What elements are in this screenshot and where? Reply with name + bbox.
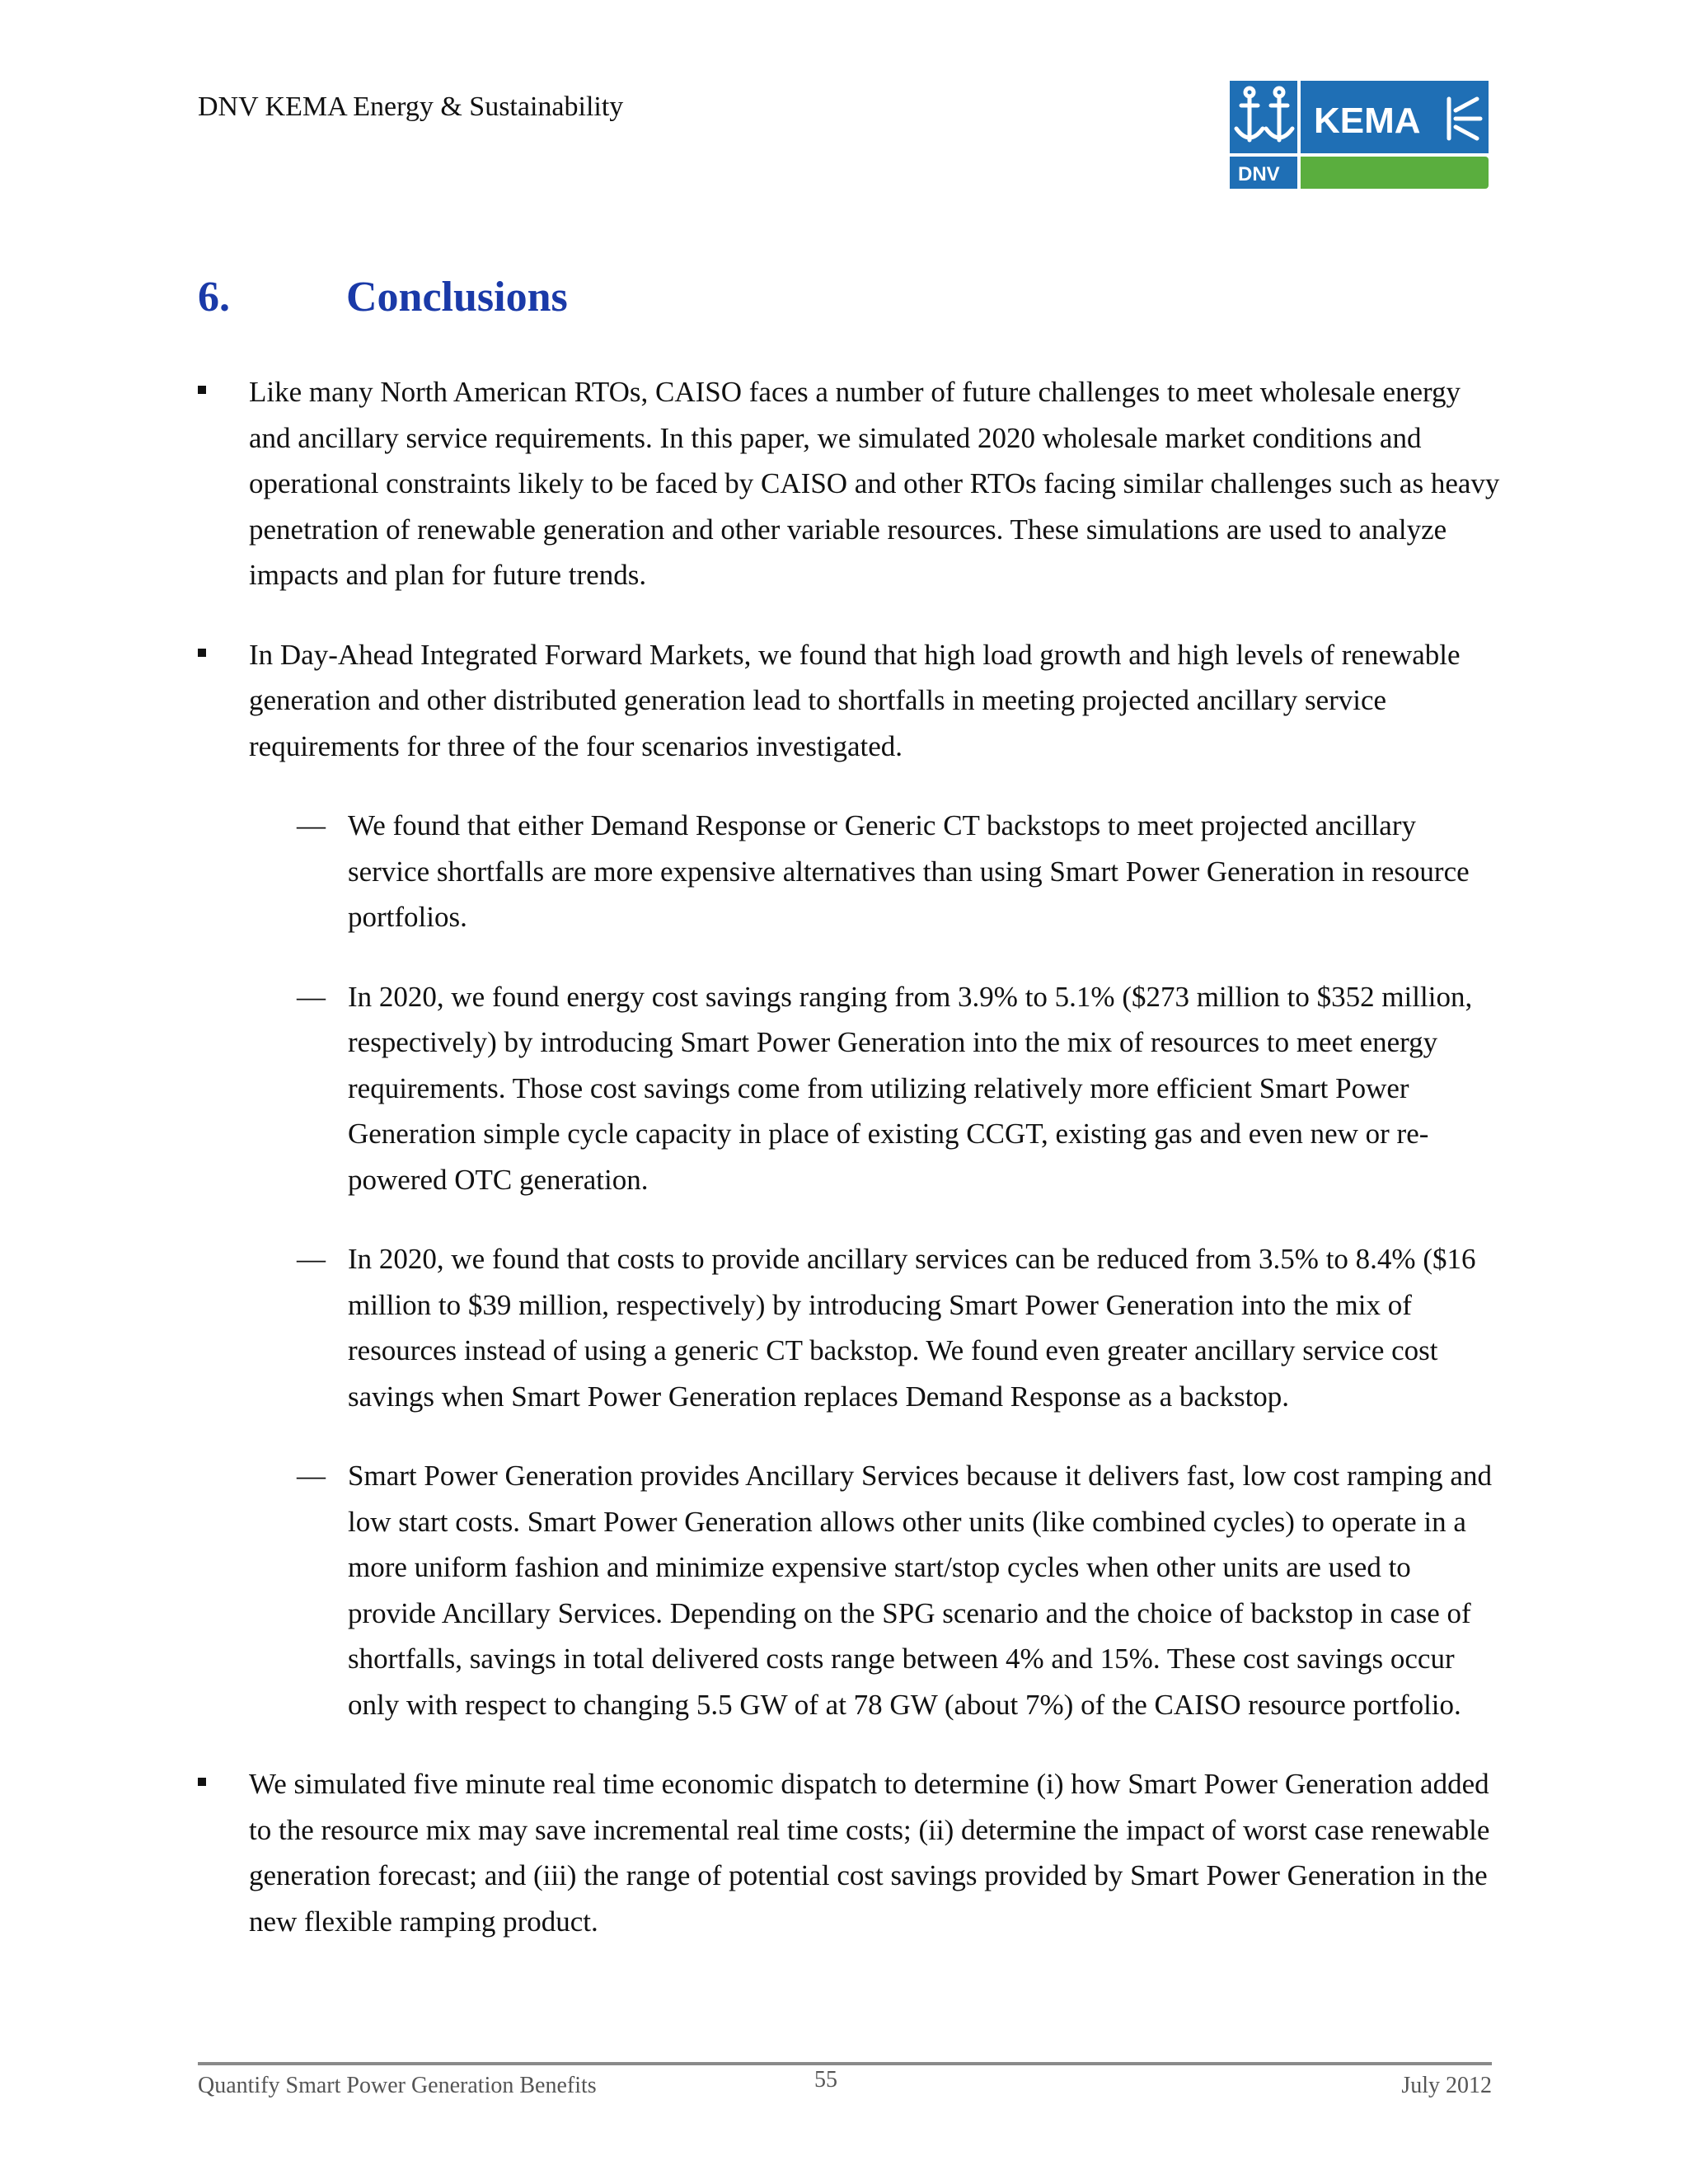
sub-bullet-text: Smart Power Generation provides Ancillary Services because it delivers fast, low cost ramping and low start costs. Smart Power Generation allows other units (like combined cycles) to operate in a more uniform fashion and minimize expensive start/stop cycles when other units are used to provide Ancillary Services. Depending on the SPG scenario and the choice of backstop in case of shortfalls, savings in total delivered costs range between 4% and 15%. These cost savings occur only with respect to changing 5.5 GW of at 78 GW (about 7%) of the CAISO resource portfolio. bbox=[348, 1460, 1492, 1721]
section-title: Conclusions bbox=[346, 274, 568, 321]
sub-bullet-item bbox=[198, 974, 1500, 1203]
dash-bullet-icon: — bbox=[297, 1460, 326, 1492]
conclusions-body bbox=[198, 369, 1500, 1978]
square-bullet-icon bbox=[198, 386, 206, 394]
header-organization: DNV KEMA Energy & Sustainability bbox=[198, 91, 624, 122]
bullet-item bbox=[198, 1761, 1500, 1944]
square-bullet-icon bbox=[198, 649, 206, 657]
section-heading bbox=[198, 269, 568, 326]
dnv-kema-logo bbox=[1230, 81, 1489, 189]
footer-date: July 2012 bbox=[1401, 2073, 1492, 2098]
bullet-item bbox=[198, 632, 1500, 770]
sub-bullet-item bbox=[198, 1236, 1500, 1419]
sub-bullet-text: In 2020, we found that costs to provide ancillary services can be reduced from 3.5% to 8.4% ($16 million to $39 million, respectively) by introducing Smart Power Generation into the mix of resources instead of using a generic CT backstop. We found even greater ancillary service cost savings when Smart Power Generation replaces Demand Response as a backstop. bbox=[348, 1243, 1476, 1413]
sub-bullet-item bbox=[198, 1453, 1500, 1727]
footer-document-title: Quantify Smart Power Generation Benefits bbox=[198, 2073, 597, 2098]
sub-bullet-text: We found that either Demand Response or Generic CT backstops to meet projected ancillary service shortfalls are more expensive alternatives than using Smart Power Generation in resource portfolios. bbox=[348, 809, 1470, 933]
dash-bullet-icon: — bbox=[297, 1243, 326, 1275]
bullet-text: Like many North American RTOs, CAISO faces a number of future challenges to meet wholesale energy and ancillary service requirements. In this paper, we simulated 2020 wholesale market conditions and operational constraints likely to be faced by CAISO and other RTOs facing similar challenges such as heavy penetration of renewable generation and other variable resources. These simulations are used to analyze impacts and plan for future trends. bbox=[249, 376, 1500, 591]
sub-bullet-text: In 2020, we found energy cost savings ranging from 3.9% to 5.1% ($273 million to $352 million, respectively) by introducing Smart Power Generation into the mix of resources to meet energy requirements. Those cost savings come from utilizing relatively more efficient Smart Power Generation simple cycle capacity in place of existing CCGT, existing gas and even new or re-powered OTC generation. bbox=[348, 980, 1473, 1196]
bullet-text: In Day-Ahead Integrated Forward Markets, we found that high load growth and high levels of renewable generation and other distributed generation lead to shortfalls in meeting projected ancillary service requirements for three of the four scenarios investigated. bbox=[249, 638, 1461, 762]
section-number: 6. bbox=[198, 274, 230, 321]
dash-bullet-icon: — bbox=[297, 809, 326, 841]
square-bullet-icon bbox=[198, 1778, 206, 1786]
sub-bullet-item bbox=[198, 803, 1500, 940]
logo-sub-brand-text: DNV bbox=[1238, 163, 1280, 185]
logo-brand-text: KEMA bbox=[1314, 101, 1421, 141]
logo-graphic bbox=[1230, 81, 1489, 189]
bullet-item bbox=[198, 369, 1500, 598]
footer-page-number: 55 bbox=[814, 2067, 837, 2093]
dash-bullet-icon: — bbox=[297, 980, 326, 1013]
bullet-text: We simulated five minute real time economic dispatch to determine (i) how Smart Power Generation added to the resource mix may save incremental real time costs; (ii) determine the impact of worst case renewable generation forecast; and (iii) the range of potential cost savings provided by Smart Power Generation in the new flexible ramping product. bbox=[249, 1768, 1490, 1938]
